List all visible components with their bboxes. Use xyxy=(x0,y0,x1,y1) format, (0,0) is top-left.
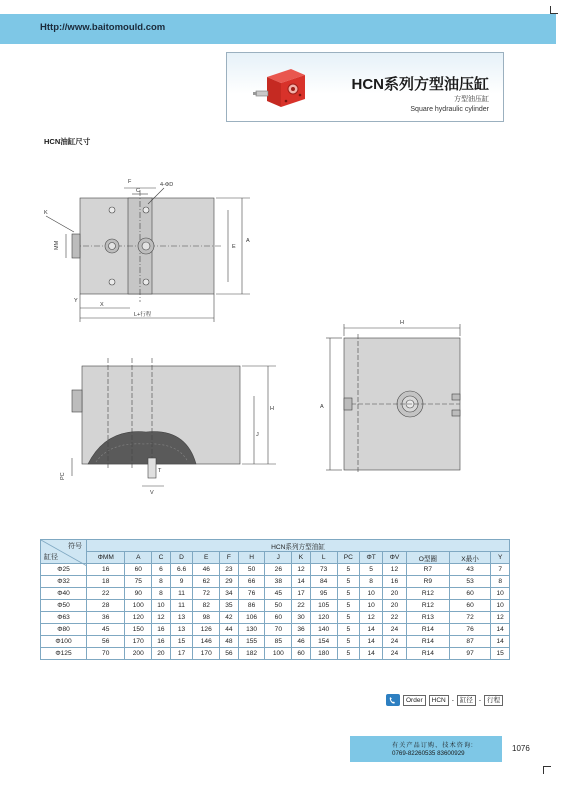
crop-mark-top-right xyxy=(550,6,558,14)
order-bore: 缸径 xyxy=(457,695,476,706)
page-title: HCN系列方型油压缸 xyxy=(351,76,489,93)
table-cell: R13 xyxy=(406,612,449,624)
table-cell: 90 xyxy=(125,588,152,600)
table-cell: 30 xyxy=(292,612,311,624)
red-square-cylinder-icon xyxy=(253,61,309,115)
label-L: L+行程 xyxy=(134,312,152,318)
table-column-header-row xyxy=(41,552,510,564)
order-model: HCN xyxy=(429,695,449,706)
table-cell: 23 xyxy=(220,564,239,576)
table-cell: 62 xyxy=(193,576,220,588)
table-cell: 170 xyxy=(193,648,220,660)
table-cell: 29 xyxy=(220,576,239,588)
table-cell: 76 xyxy=(238,588,265,600)
table-cell: 87 xyxy=(449,636,490,648)
table-cell: 72 xyxy=(193,588,220,600)
table-cell: 45 xyxy=(265,588,292,600)
table-cell: 14 xyxy=(491,636,510,648)
label-PC: PC xyxy=(60,472,66,480)
table-cell: 12 xyxy=(383,564,407,576)
label-X: X xyxy=(100,302,104,308)
table-cell: 5 xyxy=(337,588,360,600)
table-cell: R14 xyxy=(406,636,449,648)
technical-drawing xyxy=(36,158,536,498)
table-cell: 26 xyxy=(265,564,292,576)
column-header: D xyxy=(170,552,193,564)
table-cell: 10 xyxy=(152,600,171,612)
table-cell: 8 xyxy=(360,576,383,588)
column-header: C xyxy=(152,552,171,564)
table-cell: 97 xyxy=(449,648,490,660)
table-cell: 8 xyxy=(152,588,171,600)
row-bore-cell: Φ63 xyxy=(41,612,87,624)
table-cell: 72 xyxy=(449,612,490,624)
table-cell: 105 xyxy=(310,600,337,612)
table-cell: 100 xyxy=(265,648,292,660)
table-cell: R12 xyxy=(406,588,449,600)
side-view xyxy=(72,358,276,486)
table-cell: 17 xyxy=(292,588,311,600)
table-cell: 35 xyxy=(220,600,239,612)
table-cell: 146 xyxy=(193,636,220,648)
table-cell: 86 xyxy=(238,600,265,612)
table-cell: 154 xyxy=(310,636,337,648)
table-cell: 84 xyxy=(310,576,337,588)
table-cell: 5 xyxy=(337,612,360,624)
page-subtitle-en: Square hydraulic cylinder xyxy=(410,106,489,113)
row-bore-cell: Φ100 xyxy=(41,636,87,648)
table-cell: 46 xyxy=(193,564,220,576)
table-cell: 106 xyxy=(238,612,265,624)
table-row xyxy=(41,564,510,576)
column-header: ΦV xyxy=(383,552,407,564)
table-cell: 10 xyxy=(360,588,383,600)
label-H-side: H xyxy=(270,406,274,412)
table-cell: 15 xyxy=(491,648,510,660)
column-header: A xyxy=(125,552,152,564)
table-cell: 200 xyxy=(125,648,152,660)
column-header: E xyxy=(193,552,220,564)
table-cell: 140 xyxy=(310,624,337,636)
page-number: 1076 xyxy=(512,744,530,753)
label-A-end: A xyxy=(320,404,324,410)
row-bore-cell: Φ32 xyxy=(41,576,87,588)
header-url[interactable]: Http://www.baitomould.com xyxy=(40,22,166,33)
table-cell: 22 xyxy=(383,612,407,624)
label-K: K xyxy=(44,210,48,216)
table-cell: 36 xyxy=(292,624,311,636)
table-cell: 98 xyxy=(193,612,220,624)
table-cell: 14 xyxy=(491,624,510,636)
table-cell: 24 xyxy=(383,624,407,636)
table-cell: 13 xyxy=(170,624,193,636)
table-cell: 43 xyxy=(449,564,490,576)
table-cell: 150 xyxy=(125,624,152,636)
table-cell: 155 xyxy=(238,636,265,648)
table-cell: 126 xyxy=(193,624,220,636)
table-cell: 10 xyxy=(491,588,510,600)
column-header: F xyxy=(220,552,239,564)
table-cell: 14 xyxy=(360,648,383,660)
table-row xyxy=(41,624,510,636)
row-bore-cell: Φ50 xyxy=(41,600,87,612)
table-cell: 50 xyxy=(265,600,292,612)
table-cell: 5 xyxy=(360,564,383,576)
table-cell: 75 xyxy=(125,576,152,588)
table-cell: 34 xyxy=(220,588,239,600)
label-MM: MM xyxy=(54,240,60,250)
table-cell: 100 xyxy=(125,600,152,612)
row-bore-cell: Φ40 xyxy=(41,588,87,600)
column-header: ΦT xyxy=(360,552,383,564)
table-cell: R9 xyxy=(406,576,449,588)
label-F: F xyxy=(128,179,132,185)
table-cell: 7 xyxy=(491,564,510,576)
table-cell: 6.6 xyxy=(170,564,193,576)
table-cell: 182 xyxy=(238,648,265,660)
column-header: J xyxy=(265,552,292,564)
end-view xyxy=(326,324,460,474)
table-cell: 22 xyxy=(292,600,311,612)
table-header-row xyxy=(41,540,510,552)
table-cell: 8 xyxy=(491,576,510,588)
table-cell: 60 xyxy=(125,564,152,576)
label-T: T xyxy=(158,468,162,474)
table-cell: 6 xyxy=(152,564,171,576)
spec-table xyxy=(40,539,510,660)
row-bore-cell: Φ80 xyxy=(41,624,87,636)
table-row xyxy=(41,636,510,648)
table-cell: 20 xyxy=(383,600,407,612)
table-corner-cell xyxy=(41,540,87,564)
table-cell: 70 xyxy=(87,648,125,660)
table-cell: 13 xyxy=(170,612,193,624)
table-cell: 56 xyxy=(87,636,125,648)
table-cell: 60 xyxy=(449,600,490,612)
contact-heading: 有关产品订购、技术咨询: xyxy=(392,742,474,749)
label-D: 4-ΦD xyxy=(160,182,174,188)
table-cell: 170 xyxy=(125,636,152,648)
table-cell: 76 xyxy=(449,624,490,636)
table-cell: 60 xyxy=(449,588,490,600)
table-cell: 5 xyxy=(337,564,360,576)
table-cell: 9 xyxy=(170,576,193,588)
order-dash-2: - xyxy=(478,696,482,704)
label-C: C xyxy=(136,188,140,194)
table-cell: 24 xyxy=(383,636,407,648)
table-cell: 5 xyxy=(337,576,360,588)
table-cell: 5 xyxy=(337,600,360,612)
column-header: X最小 xyxy=(449,552,490,564)
table-cell: 66 xyxy=(238,576,265,588)
table-cell: 5 xyxy=(337,648,360,660)
phone-icon xyxy=(386,694,400,706)
label-E: E xyxy=(232,244,236,250)
order-stroke: 行程 xyxy=(484,695,503,706)
table-cell: 15 xyxy=(170,636,193,648)
table-cell: 44 xyxy=(220,624,239,636)
table-cell: 5 xyxy=(337,624,360,636)
table-cell: 10 xyxy=(491,600,510,612)
order-dash-1: - xyxy=(451,696,454,704)
row-bore-cell: Φ125 xyxy=(41,648,87,660)
column-header: ΦMM xyxy=(87,552,125,564)
table-cell: 16 xyxy=(152,624,171,636)
label-Y: Y xyxy=(74,298,78,304)
table-cell: 11 xyxy=(170,600,193,612)
label-A-top: A xyxy=(246,238,250,244)
table-cell: 16 xyxy=(87,564,125,576)
column-header: K xyxy=(292,552,311,564)
table-cell: 50 xyxy=(238,564,265,576)
table-cell: R14 xyxy=(406,648,449,660)
table-cell: 120 xyxy=(310,612,337,624)
row-bore-cell: Φ25 xyxy=(41,564,87,576)
table-cell: 5 xyxy=(337,636,360,648)
column-header: O型圈 xyxy=(406,552,449,564)
column-header: L xyxy=(310,552,337,564)
table-cell: R14 xyxy=(406,624,449,636)
table-cell: 14 xyxy=(292,576,311,588)
table-cell: 85 xyxy=(265,636,292,648)
table-cell: 45 xyxy=(87,624,125,636)
table-cell: 95 xyxy=(310,588,337,600)
table-row xyxy=(41,588,510,600)
crop-mark-bottom xyxy=(543,766,551,774)
table-cell: 48 xyxy=(220,636,239,648)
table-cell: 14 xyxy=(360,636,383,648)
table-cell: 12 xyxy=(491,612,510,624)
table-cell: 180 xyxy=(310,648,337,660)
table-cell: 14 xyxy=(360,624,383,636)
table-series-title: HCN系列方型油缸 xyxy=(87,540,510,552)
table-cell: 42 xyxy=(220,612,239,624)
order-code xyxy=(386,694,503,706)
table-cell: R12 xyxy=(406,600,449,612)
table-cell: 16 xyxy=(383,576,407,588)
table-cell: 24 xyxy=(383,648,407,660)
corner-label-symbol: 符号 xyxy=(68,543,82,550)
table-cell: 10 xyxy=(360,600,383,612)
column-header: H xyxy=(238,552,265,564)
table-cell: 20 xyxy=(152,648,171,660)
table-cell: 12 xyxy=(360,612,383,624)
table-cell: 53 xyxy=(449,576,490,588)
table-cell: 60 xyxy=(265,612,292,624)
section-title: HCN油缸尺寸 xyxy=(44,137,91,146)
table-cell: 73 xyxy=(310,564,337,576)
table-cell: 17 xyxy=(170,648,193,660)
table-cell: 18 xyxy=(87,576,125,588)
table-row xyxy=(41,612,510,624)
table-cell: 60 xyxy=(292,648,311,660)
label-J: J xyxy=(256,432,259,438)
table-cell: 11 xyxy=(170,588,193,600)
table-cell: 8 xyxy=(152,576,171,588)
contact-phone[interactable]: 0769-82260535 83600929 xyxy=(392,750,465,757)
table-cell: 12 xyxy=(292,564,311,576)
page-subtitle-cn: 方型油压缸 xyxy=(454,96,489,103)
table-cell: 20 xyxy=(383,588,407,600)
table-row xyxy=(41,576,510,588)
table-cell: 36 xyxy=(87,612,125,624)
table-cell: 56 xyxy=(220,648,239,660)
table-cell: R7 xyxy=(406,564,449,576)
table-cell: 12 xyxy=(152,612,171,624)
table-cell: 22 xyxy=(87,588,125,600)
table-cell: 46 xyxy=(292,636,311,648)
table-cell: 130 xyxy=(238,624,265,636)
table-row xyxy=(41,600,510,612)
table-cell: 16 xyxy=(152,636,171,648)
column-header: Y xyxy=(491,552,510,564)
column-header: PC xyxy=(337,552,360,564)
table-row xyxy=(41,648,510,660)
table-cell: 28 xyxy=(87,600,125,612)
label-V: V xyxy=(150,490,154,496)
table-cell: 82 xyxy=(193,600,220,612)
table-cell: 120 xyxy=(125,612,152,624)
corner-label-bore: 缸径 xyxy=(44,554,58,561)
order-label: Order xyxy=(403,695,426,706)
table-cell: 38 xyxy=(265,576,292,588)
title-panel xyxy=(226,52,504,122)
table-cell: 70 xyxy=(265,624,292,636)
label-H-end: H xyxy=(400,320,404,326)
